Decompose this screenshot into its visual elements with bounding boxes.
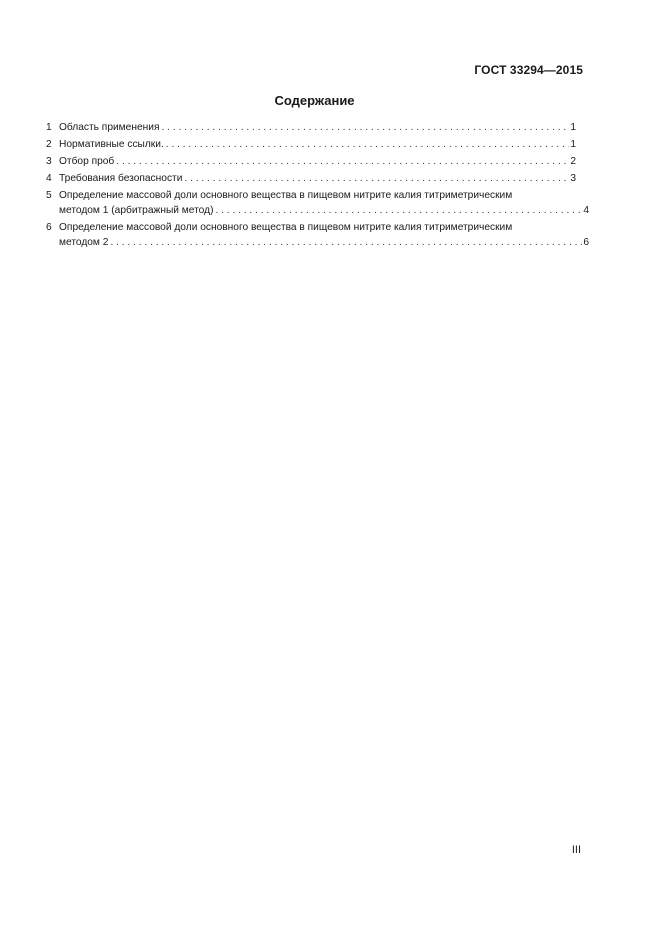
document-identifier: ГОСТ 33294—2015 xyxy=(474,63,583,77)
toc-entry-number: 4 xyxy=(46,173,52,184)
dot-leader xyxy=(184,171,569,186)
toc-entry-number: 2 xyxy=(46,139,52,150)
toc-entry-2[interactable] xyxy=(46,137,576,152)
toc-entry-text: Требования безопасности xyxy=(59,173,183,184)
toc-entry-number: 5 xyxy=(46,190,52,201)
dot-leader xyxy=(166,137,570,152)
table-of-contents xyxy=(46,120,589,250)
dot-leader xyxy=(215,203,582,218)
toc-entry-text: Нормативные ссылки. xyxy=(59,139,164,150)
toc-entry-4[interactable] xyxy=(46,171,576,186)
toc-entry-1[interactable] xyxy=(46,120,576,135)
toc-entry-page: 2 xyxy=(570,156,576,167)
toc-entry-text-continued: методом 2 xyxy=(59,237,109,248)
toc-entry-text: Область применения xyxy=(59,122,160,133)
toc-entry-6[interactable] xyxy=(46,220,589,250)
toc-title: Содержание xyxy=(274,93,355,108)
toc-entry-page: 1 xyxy=(570,139,576,150)
toc-entry-3[interactable] xyxy=(46,154,576,169)
toc-entry-text: Определение массовой доли основного вещества в пищевом нитрите калия титриметрическим xyxy=(59,222,513,233)
toc-entry-5[interactable] xyxy=(46,188,589,218)
toc-entry-page: 3 xyxy=(570,173,576,184)
toc-entry-number: 3 xyxy=(46,156,52,167)
toc-entry-page: 4 xyxy=(583,205,589,216)
dot-leader xyxy=(161,120,569,135)
toc-entry-text: Отбор проб xyxy=(59,156,115,167)
toc-entry-text-continued: методом 1 (арбитражный метод) xyxy=(59,205,214,216)
page-number: III xyxy=(571,844,581,856)
toc-entry-text: Определение массовой доли основного вещества в пищевом нитрите калия титриметрическим xyxy=(59,190,513,201)
toc-entry-page: 6 xyxy=(583,237,589,248)
toc-entry-page: 1 xyxy=(570,122,576,133)
dot-leader xyxy=(110,235,582,250)
toc-entry-number: 1 xyxy=(46,122,52,133)
toc-entry-number: 6 xyxy=(46,222,52,233)
dot-leader xyxy=(116,154,569,169)
